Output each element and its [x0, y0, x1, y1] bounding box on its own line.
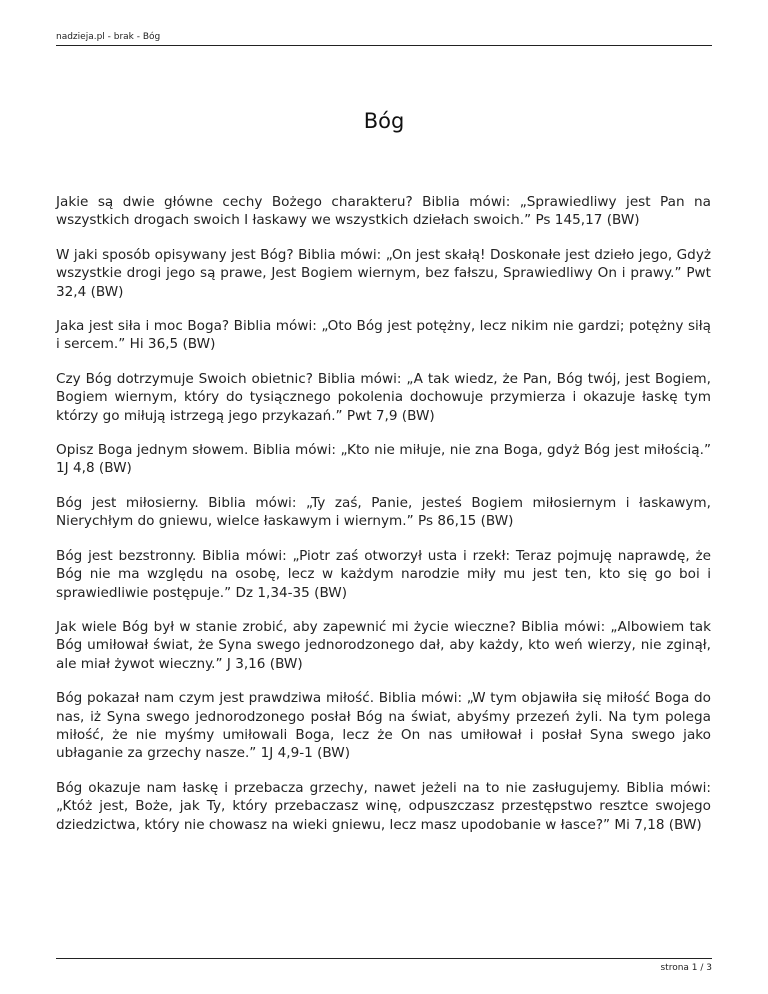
paragraph: Bóg pokazał nam czym jest prawdziwa miłość. Biblia mówi: „W tym objawiła się miłość Boga do nas, iż Syna swego jednorodzonego posłał Bóg na świat, abyśmy przezeń żyli. Na tym polega miłość, że nie myśmy umiłowali Boga, lecz że On nas umiłował i posłał Syna swego jako ubłaganie za grzechy nasze.” 1J 4,9-1 (BW) — [56, 690, 711, 762]
paragraph: W jaki sposób opisywany jest Bóg? Biblia mówi: „On jest skałą! Doskonałe jest dzieło jego, Gdyż wszystkie drogi jego są prawe, Jest Bogiem wiernym, bez fałszu, Sprawiedliwy On i prawy.” Pwt 32,4 (BW) — [56, 246, 711, 300]
page-number: strona 1 / 3 — [660, 963, 712, 973]
page-title: Bóg — [363, 109, 405, 133]
paragraph: Bóg okazuje nam łaskę i przebacza grzechy, nawet jeżeli na to nie zasługujemy. Biblia mówi: „Któż jest, Boże, jak Ty, który przebaczasz winę, odpuszczasz przestępstwo resztce swojego dziedzictwa, który nie chowasz na wieki gniewu, lecz masz upodobanie w łasce?” Mi 7,18 (BW) — [56, 779, 711, 833]
paragraph: Czy Bóg dotrzymuje Swoich obietnic? Biblia mówi: „A tak wiedz, że Pan, Bóg twój, jest Bogiem, Bogiem wiernym, który do tysiącznego pokolenia dochowuje przymierza i okazuje łaskę tym którzy go miłują istrzegą jego przykazań.” Pwt 7,9 (BW) — [56, 370, 711, 424]
footer-divider — [56, 958, 712, 959]
paragraph: Bóg jest miłosierny. Biblia mówi: „Ty zaś, Panie, jesteś Bogiem miłosiernym i łaskawym, Nierychłym do gniewu, wielce łaskawym i wiernym.” Ps 86,15 (BW) — [56, 494, 711, 530]
paragraph: Jak wiele Bóg był w stanie zrobić, aby zapewnić mi życie wieczne? Biblia mówi: „Albowiem tak Bóg umiłował świat, że Syna swego jednorodzonego dał, aby każdy, kto weń wierzy, nie zginął, ale miał żywot wieczny.” J 3,16 (BW) — [56, 618, 711, 672]
paragraph: Jaka jest siła i moc Boga? Biblia mówi: „Oto Bóg jest potężny, lecz nikim nie gardzi; potężny siłą i sercem.” Hi 36,5 (BW) — [56, 318, 711, 353]
document-body — [56, 193, 711, 850]
running-header: nadzieja.pl - brak - Bóg — [56, 32, 161, 42]
paragraph: Bóg jest bezstronny. Biblia mówi: „Piotr zaś otworzył usta i rzekł: Teraz pojmuję naprawdę, że Bóg nie ma względu na osobę, lecz w każdym narodzie miły mu jest ten, kto się go boi i sprawiedliwie postępuje.” Dz 1,34-35 (BW) — [56, 547, 711, 601]
paragraph: Jakie są dwie główne cechy Bożego charakteru? Biblia mówi: „Sprawiedliwy jest Pan na wszystkich drogach swoich I łaskawy we wszystkich dziełach swoich.” Ps 145,17 (BW) — [56, 194, 711, 229]
header-divider — [56, 45, 712, 46]
paragraph: Opisz Boga jednym słowem. Biblia mówi: „Kto nie miłuje, nie zna Boga, gdyż Bóg jest miłością.” 1J 4,8 (BW) — [56, 442, 711, 477]
